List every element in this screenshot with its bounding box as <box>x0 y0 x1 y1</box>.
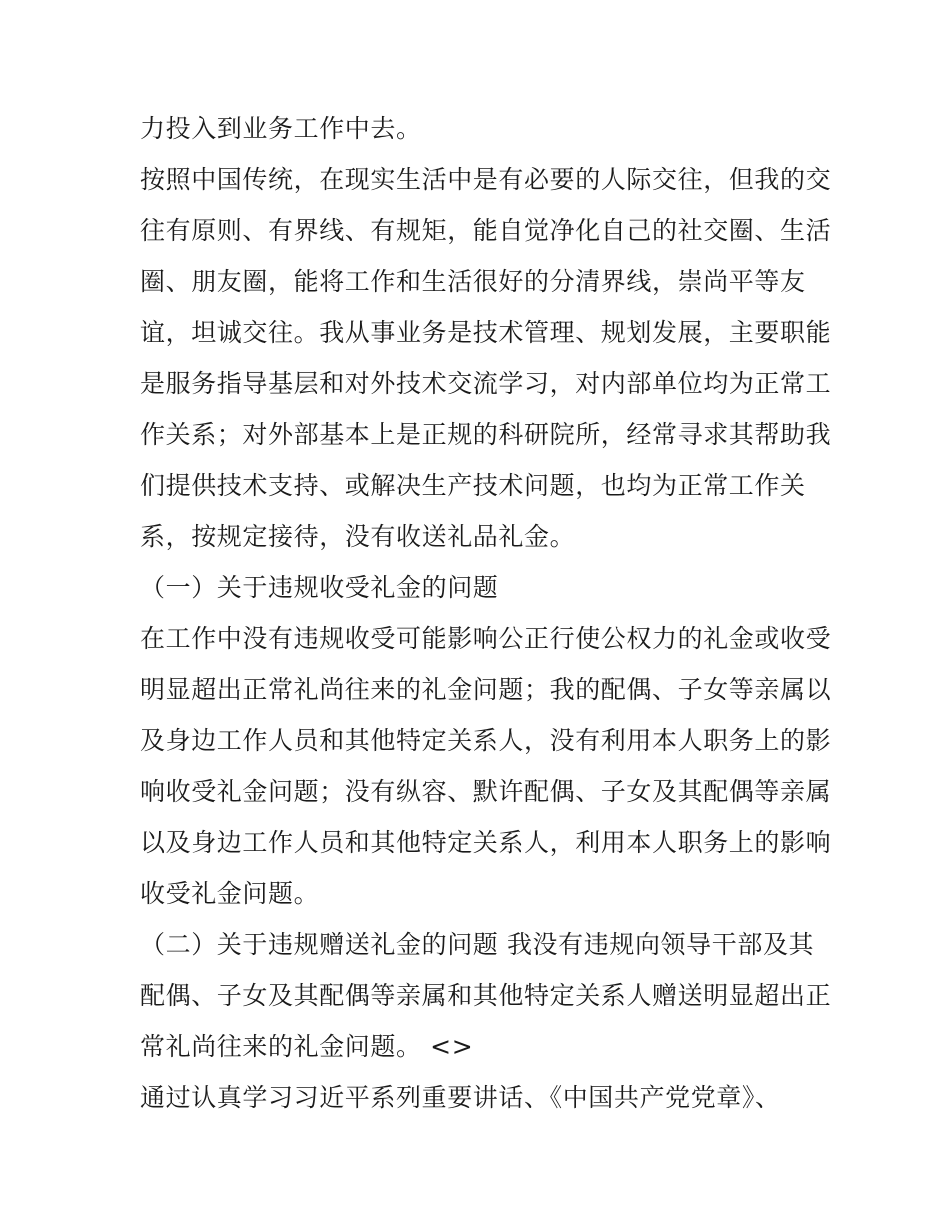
text-line: 响收受礼金问题；没有纵容、默许配偶、子女及其配偶等亲属 <box>140 777 832 806</box>
text-line: 及身边工作人员和其他特定关系人，没有利用本人职务上的影 <box>140 726 832 755</box>
text-line: 往有原则、有界线、有规矩，能自觉净化自己的社交圈、生活 <box>140 216 832 245</box>
text-line: 谊，坦诚交往。我从事业务是技术管理、规划发展，主要职能 <box>140 318 832 347</box>
text-line: 通过认真学习习近平系列重要讲话、《中国共产党党章》、 <box>140 1083 781 1112</box>
text-line: 常礼尚往来的礼金问题。 <> <box>140 1032 474 1061</box>
text-line: 是服务指导基层和对外技术交流学习，对内部单位均为正常工 <box>140 369 832 398</box>
text-line: 收受礼金问题。 <box>140 879 320 908</box>
text-line: 作关系；对外部基本上是正规的科研院所，经常寻求其帮助我 <box>140 420 832 449</box>
section-heading: （二）关于违规赠送礼金的问题 我没有违规向领导干部及其 <box>140 930 815 959</box>
text-line: 明显超出正常礼尚往来的礼金问题；我的配偶、子女等亲属以 <box>140 675 832 704</box>
text-line: 们提供技术支持、或解决生产技术问题，也均为正常工作关 <box>140 471 806 500</box>
text-line: 圈、朋友圈，能将工作和生活很好的分清界线，崇尚平等友 <box>140 267 806 296</box>
document-body <box>140 103 830 1123</box>
section-heading: （一）关于违规收受礼金的问题 <box>140 573 499 602</box>
text-line: 配偶、子女及其配偶等亲属和其他特定关系人赠送明显超出正 <box>140 981 832 1010</box>
text-line: 在工作中没有违规收受可能影响公正行使公权力的礼金或收受 <box>140 624 832 653</box>
text-line: 按照中国传统，在现实生活中是有必要的人际交往，但我的交 <box>140 165 832 194</box>
text-line: 系，按规定接待，没有收送礼品礼金。 <box>140 522 576 551</box>
text-line: 以及身边工作人员和其他特定关系人，利用本人职务上的影响 <box>140 828 832 857</box>
text-line: 力投入到业务工作中去。 <box>140 114 422 143</box>
